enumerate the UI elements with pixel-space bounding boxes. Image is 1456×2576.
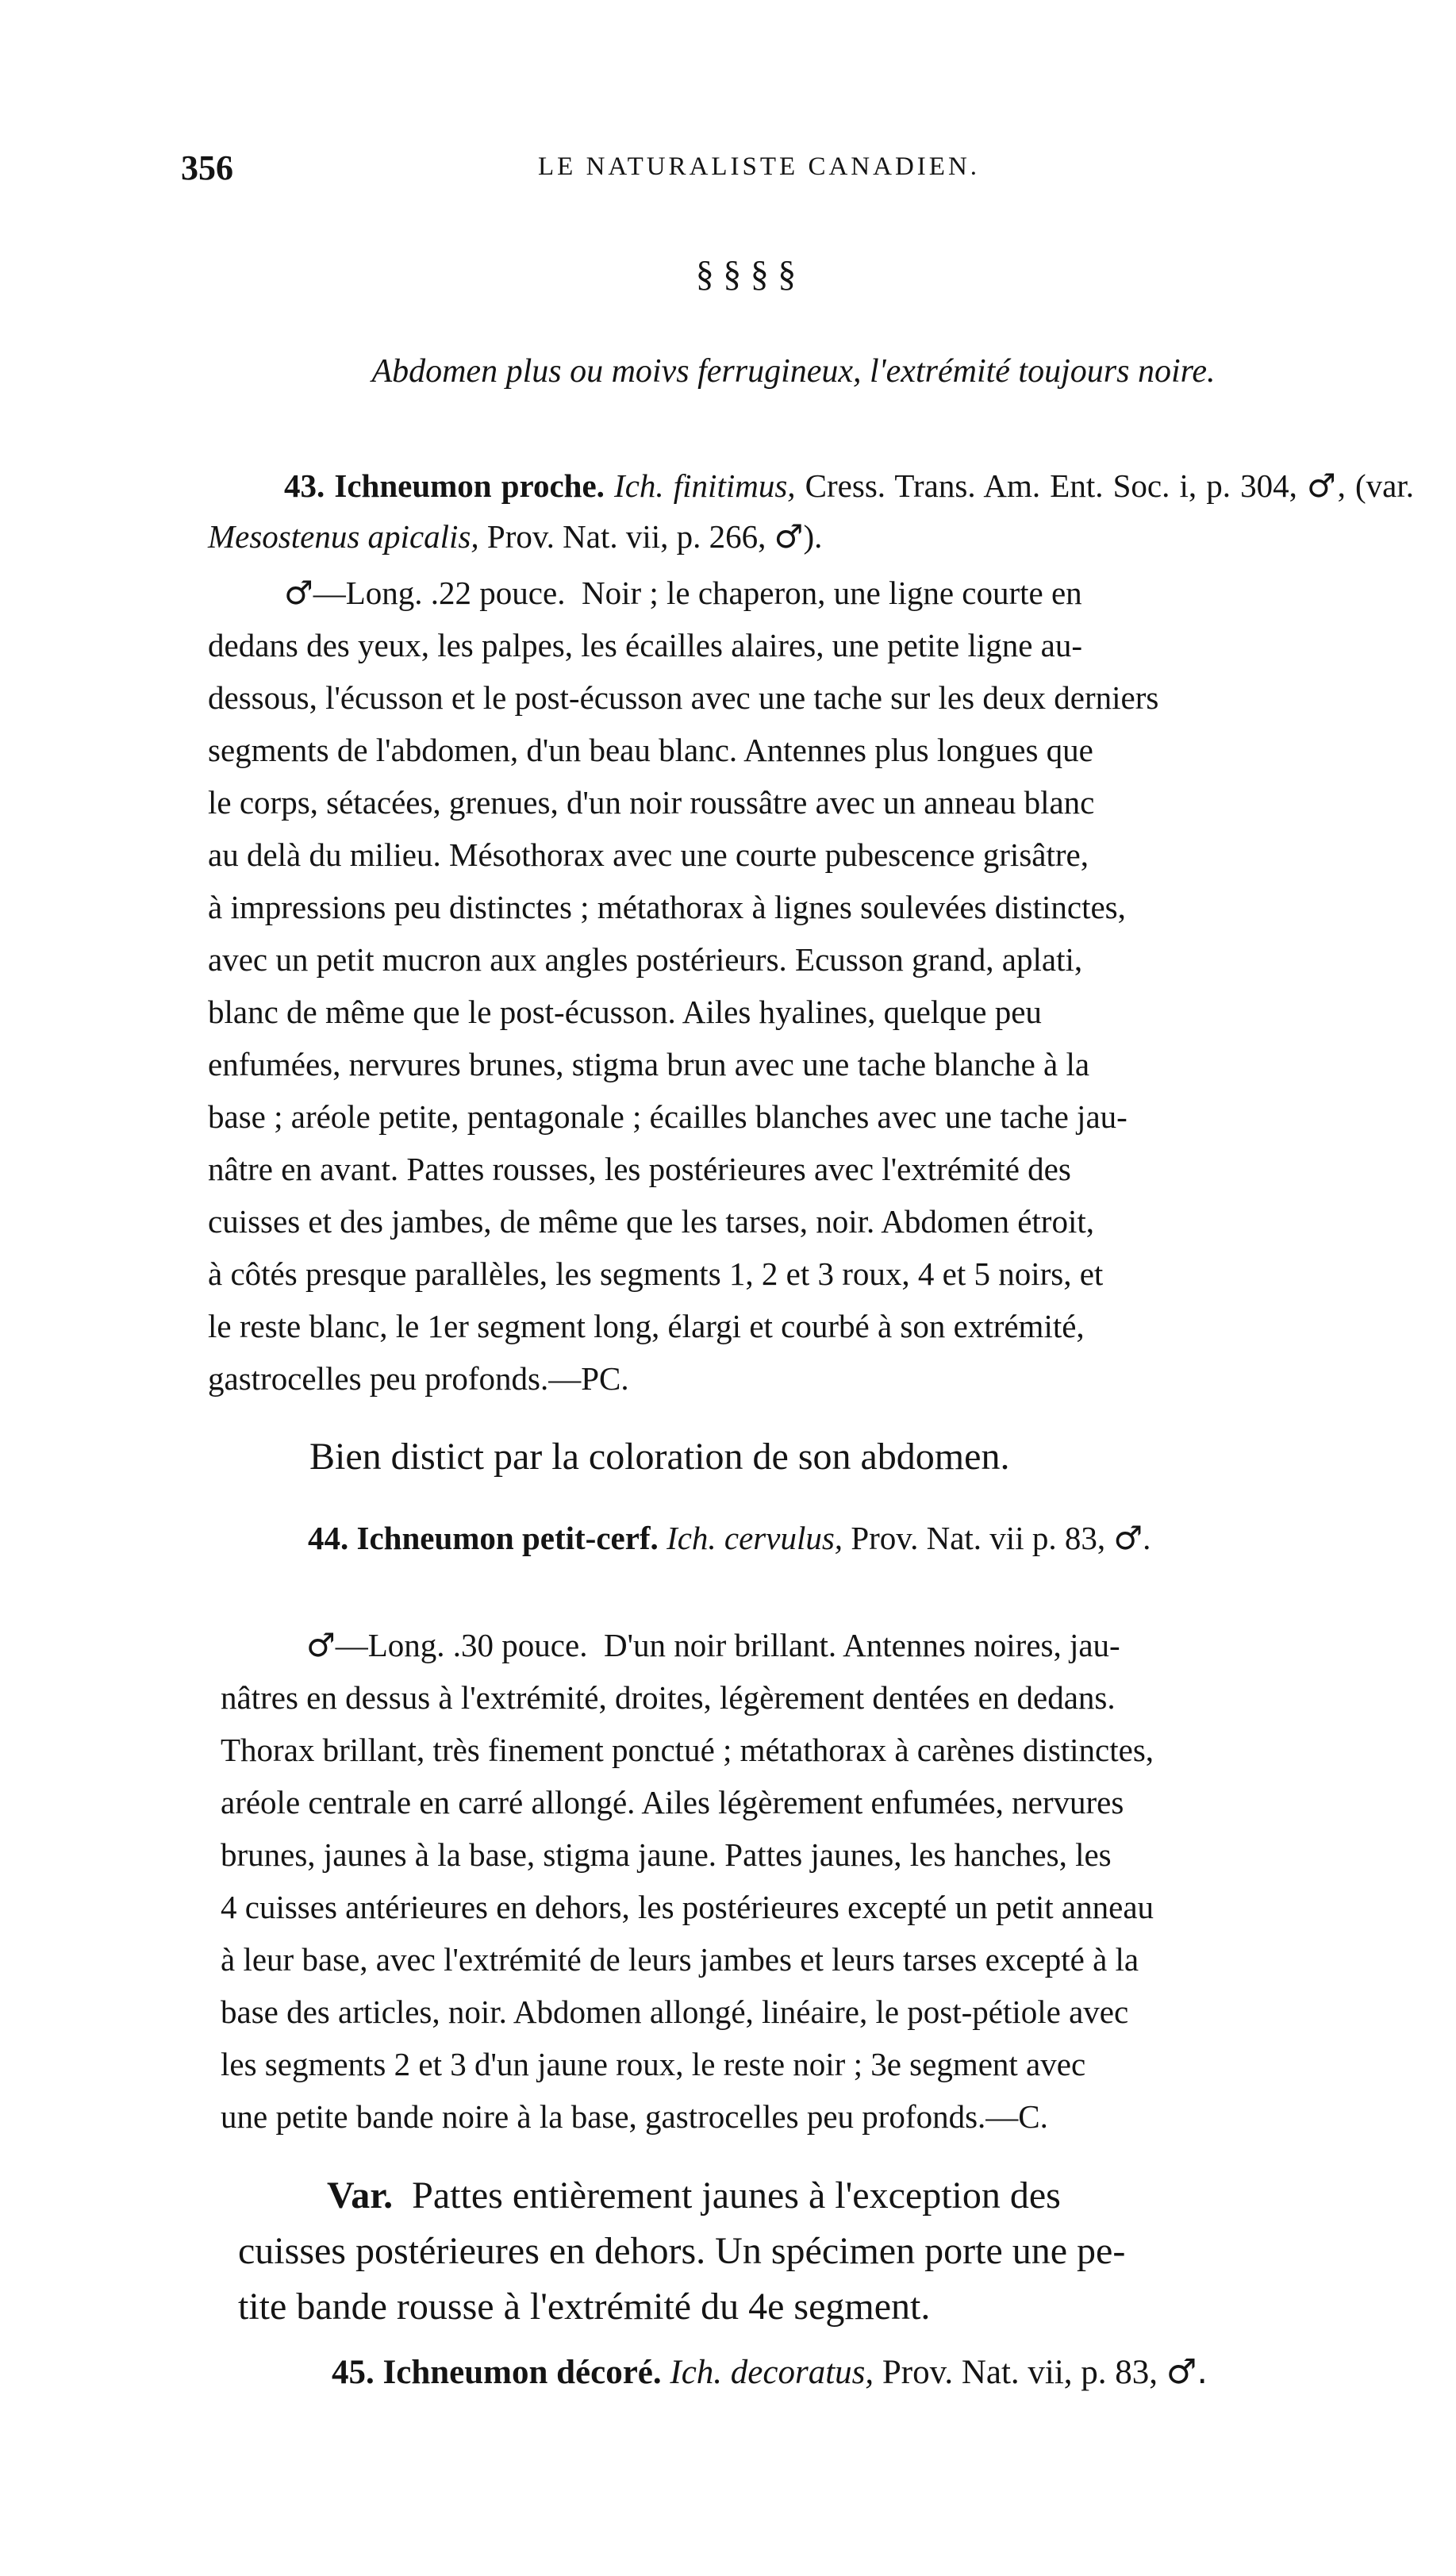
entry-close: ). [803,518,823,555]
description-line: au delà du milieu. Mésothorax avec une courte pubescence grisâtre, [208,836,1089,873]
section-mark: § § § § [695,253,797,294]
description-line: à côtés presque parallèles, les segments 1, 2 et 3 roux, 4 et 5 noirs, et [208,1255,1104,1292]
entry-name: Ichneumon décoré. [382,2354,662,2391]
entry-45 [332,2352,1208,2392]
page-header [181,148,1419,195]
male-symbol-icon: ♂. [1166,2352,1208,2392]
section-subtitle: Abdomen plus ou moivs ferrugineux, l'extrémité toujours noire. [371,353,1216,390]
description-line: brunes, jaunes à la base, stigma jaune. Pattes jaunes, les hanches, les [221,1836,1112,1873]
description-line: blanc de même que le post-écusson. Ailes hyalines, quelque peu [208,994,1042,1030]
description-line: base des articles, noir. Abdomen allongé, linéaire, le post-pétiole avec [221,1994,1129,2030]
reference: Prov. Nat. vii, p. 83, [882,2354,1158,2391]
measurement: —Long. .22 pouce. [313,575,566,611]
male-symbol-icon: ♂ [1307,467,1338,505]
description-line: enfumées, nervures brunes, stigma brun avec une tache blanche à la [208,1046,1090,1082]
page-number: 356 [181,148,233,187]
description-line: segments de l'abdomen, d'un beau blanc. Antennes plus longues que [208,732,1093,768]
entry-number: 43. [284,467,325,504]
description-44 [221,1619,1411,2143]
description-43 [208,567,1414,1405]
variant-species: Mesostenus apicalis, [208,518,479,555]
description-line: les segments 2 et 3 d'un jaune roux, le reste noir ; 3e segment avec [221,2046,1086,2082]
entry-note: Bien distict par la coloration de son abdomen. [309,1436,1010,1478]
description-line: ♂—Long. .22 pouce. Noir ; le chaperon, une ligne courte en [284,574,1082,612]
species-name: Ich. finitimus, [614,467,796,504]
entry-number: 45. [332,2354,375,2391]
variation-line: tite bande rousse à l'extrémité du 4e segment. [238,2286,931,2328]
description-line: nâtres en dessus à l'extrémité, droites, légèrement dentées en dedans. [221,1679,1116,1716]
description-line: dessous, l'écusson et le post-écusson avec une tache sur les deux derniers [208,679,1159,716]
entry-name: Ichneumon petit-cerf. [356,1520,659,1556]
male-symbol-icon: ♂ [306,1626,336,1664]
description-line: dedans des yeux, les palpes, les écailles alaires, une petite ligne au- [208,627,1083,663]
variation-note [238,2168,1412,2335]
description-line: avec un petit mucron aux angles postérieurs. Ecusson grand, aplati, [208,941,1083,978]
description-line: Thorax brillant, très finement ponctué ; métathorax à carènes distinctes, [221,1732,1154,1768]
entry-name: Ichneumon proche. [334,467,605,504]
description-line: gastrocelles peu profonds.—PC. [208,1360,629,1397]
species-name: Ich. decoratus, [670,2354,874,2391]
description-line: le reste blanc, le 1er segment long, élargi et courbé à son extrémité, [208,1308,1085,1344]
male-symbol-icon: ♂ [774,517,804,556]
entry-number: 44. [308,1520,349,1556]
species-name: Ich. cervulus, [667,1520,843,1556]
running-title: LE NATURALISTE CANADIEN. [538,152,981,181]
description-line: aréole centrale en carré allongé. Ailes légèrement enfumées, nervures [221,1784,1124,1821]
variation-label: Var. [327,2174,394,2217]
description-line: à leur base, avec l'extrémité de leurs jambes et leurs tarses excepté à la [221,1941,1139,1978]
description-line: cuisses et des jambes, de même que les tarses, noir. Abdomen étroit, [208,1203,1094,1240]
variant-open: , (var. [1337,467,1415,504]
reference: Prov. Nat. vii, p. 266, [486,518,766,555]
description-line: nâtre en avant. Pattes rousses, les postérieures avec l'extrémité des [208,1151,1071,1187]
description-line: 4 cuisses antérieures en dehors, les postérieures excepté un petit anneau [221,1889,1154,1925]
male-symbol-icon: ♂ [284,574,313,612]
description-line: une petite bande noire à la base, gastrocelles peu profonds.—C. [221,2098,1048,2135]
reference: Cress. Trans. Am. Ent. Soc. i, p. 304, [805,467,1297,504]
entry-44: 44. Ichneumon petit-cerf. Ich. cervulus, Prov. Nat. vii p. 83, ♂. [308,1519,1151,1557]
description-line: ♂—Long. .30 pouce. D'un noir brillant. Antennes noires, jau- [306,1626,1120,1664]
reference: Prov. Nat. vii p. 83, [851,1520,1106,1556]
description-line: le corps, sétacées, grenues, d'un noir roussâtre avec un anneau blanc [208,784,1095,821]
variation-line: Var. Pattes entièrement jaunes à l'exception des [327,2174,1061,2217]
description-line: à impressions peu distinctes ; métathorax à lignes soulevées distinctes, [208,889,1126,925]
description-line: base ; aréole petite, pentagonale ; écailles blanches avec une tache jau- [208,1098,1128,1135]
variation-line: cuisses postérieures en dehors. Un spécimen porte une pe- [238,2230,1126,2272]
entry-43 [208,460,1414,562]
measurement: —Long. .30 pouce. [335,1627,588,1663]
male-symbol-icon: ♂ [1113,1519,1143,1557]
